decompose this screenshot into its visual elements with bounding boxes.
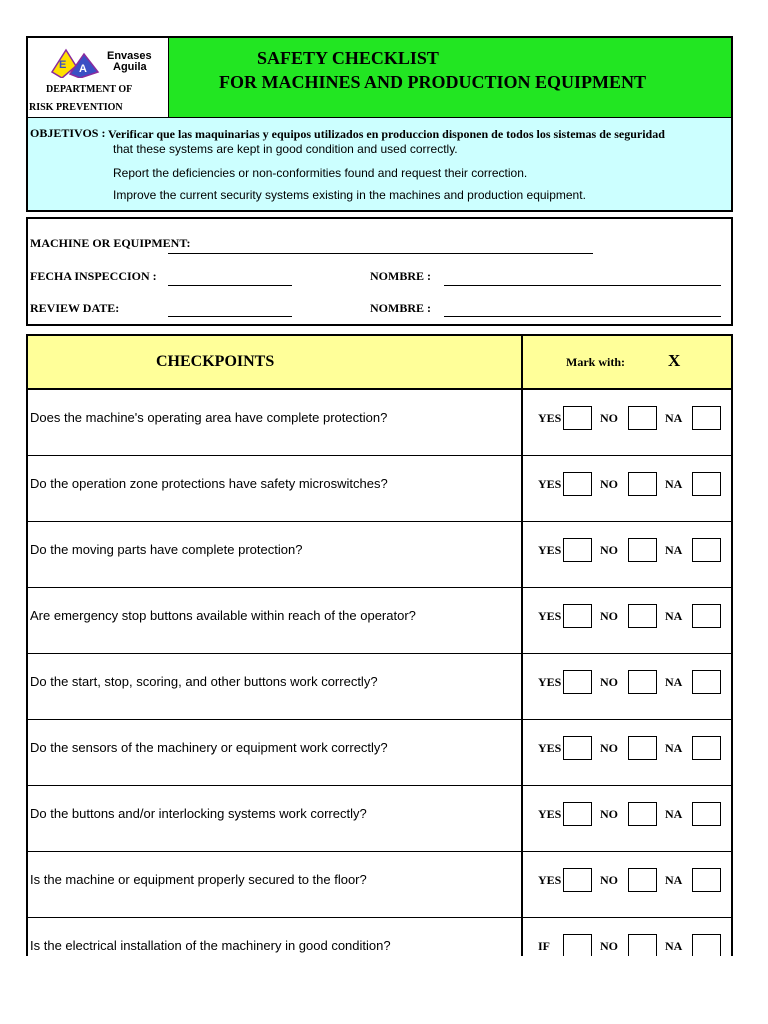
yes-checkbox[interactable] — [563, 670, 592, 694]
na-checkbox[interactable] — [692, 934, 721, 956]
yes-checkbox[interactable] — [563, 604, 592, 628]
no-label: NO — [600, 543, 618, 557]
table-header — [28, 336, 731, 390]
objectives-label: OBJETIVOS : — [30, 126, 106, 140]
yes-label: YES — [538, 411, 562, 425]
page-subtitle: FOR MACHINES AND PRODUCTION EQUIPMENT — [219, 72, 647, 92]
checkpoint-question: Are emergency stop buttons available within reach of the operator? — [30, 608, 416, 623]
no-label: NO — [600, 675, 618, 689]
no-label: NO — [600, 873, 618, 887]
yes-label: YES — [538, 873, 562, 887]
yes-label: YES — [538, 477, 562, 491]
review-date-label: REVIEW DATE: — [30, 301, 120, 315]
na-label: NA — [665, 873, 683, 887]
na-checkbox[interactable] — [692, 736, 721, 760]
yes-label: YES — [538, 807, 562, 821]
na-checkbox[interactable] — [692, 670, 721, 694]
no-label: NO — [600, 477, 618, 491]
inspector-name-field[interactable] — [444, 285, 721, 286]
checkpoint-question: Is the electrical installation of the machinery in good condition? — [30, 938, 391, 953]
form-header — [26, 36, 733, 212]
yes-checkbox[interactable] — [563, 538, 592, 562]
checkpoint-question: Do the buttons and/or interlocking systems work correctly? — [30, 806, 367, 821]
table-row — [28, 522, 731, 588]
inspection-date-field[interactable] — [168, 285, 292, 286]
no-checkbox[interactable] — [628, 604, 657, 628]
table-row — [28, 852, 731, 918]
mark-with-label: Mark with: — [566, 355, 625, 369]
column-divider — [521, 336, 523, 956]
logo-name-line2: Aguila — [113, 61, 147, 73]
objective-line-4: Improve the current security systems existing in the machines and production equipment. — [113, 188, 586, 202]
na-label: NA — [665, 741, 683, 755]
na-label: NA — [665, 477, 683, 491]
no-label: NO — [600, 741, 618, 755]
no-checkbox[interactable] — [628, 538, 657, 562]
na-label: NA — [665, 411, 683, 425]
logo-area — [28, 38, 169, 118]
checkpoint-question: Do the operation zone protections have safety microswitches? — [30, 476, 388, 491]
table-row — [28, 654, 731, 720]
reviewer-name-label: NOMBRE : — [370, 301, 431, 315]
na-checkbox[interactable] — [692, 538, 721, 562]
company-logo-icon — [50, 48, 100, 78]
objectives-section — [28, 118, 731, 210]
objective-line-2: that these systems are kept in good condition and used correctly. — [113, 142, 458, 156]
yes-checkbox[interactable] — [563, 934, 592, 956]
logo-letter-e: E — [59, 59, 67, 71]
no-label: NO — [600, 411, 618, 425]
no-label: NO — [600, 807, 618, 821]
yes-label: YES — [538, 543, 562, 557]
na-label: NA — [665, 939, 683, 953]
no-checkbox[interactable] — [628, 934, 657, 956]
logo-letter-a: A — [79, 63, 87, 75]
na-label: NA — [665, 543, 683, 557]
na-checkbox[interactable] — [692, 406, 721, 430]
inspection-date-label: FECHA INSPECCION : — [30, 269, 157, 283]
yes-label: YES — [538, 609, 562, 623]
checkpoint-question: Does the machine's operating area have complete protection? — [30, 410, 388, 425]
yes-checkbox[interactable] — [563, 406, 592, 430]
table-row — [28, 588, 731, 654]
machine-field[interactable] — [168, 253, 593, 254]
mark-symbol: X — [668, 351, 681, 370]
na-label: NA — [665, 609, 683, 623]
logo-name-line1: Envases — [107, 50, 152, 62]
objective-line-3: Report the deficiencies or non-conformities found and request their correction. — [113, 166, 528, 180]
yes-checkbox[interactable] — [563, 736, 592, 760]
checkpoints-header: CHECKPOINTS — [156, 353, 275, 370]
yes-label: YES — [538, 741, 562, 755]
inspection-info — [26, 217, 733, 326]
machine-label: MACHINE OR EQUIPMENT: — [30, 236, 191, 250]
inspector-name-label: NOMBRE : — [370, 269, 431, 283]
review-date-field[interactable] — [168, 316, 292, 317]
no-checkbox[interactable] — [628, 406, 657, 430]
no-checkbox[interactable] — [628, 736, 657, 760]
department-line2: RISK PREVENTION — [29, 102, 123, 113]
na-checkbox[interactable] — [692, 604, 721, 628]
table-row — [28, 720, 731, 786]
no-checkbox[interactable] — [628, 472, 657, 496]
no-label: NO — [600, 609, 618, 623]
no-checkbox[interactable] — [628, 670, 657, 694]
na-label: NA — [665, 675, 683, 689]
table-row — [28, 456, 731, 522]
checkpoint-question: Do the sensors of the machinery or equipment work correctly? — [30, 740, 388, 755]
reviewer-name-field[interactable] — [444, 316, 721, 317]
na-checkbox[interactable] — [692, 868, 721, 892]
na-label: NA — [665, 807, 683, 821]
yes-checkbox[interactable] — [563, 868, 592, 892]
no-checkbox[interactable] — [628, 868, 657, 892]
title-area — [169, 38, 731, 118]
yes-label: YES — [538, 675, 562, 689]
na-checkbox[interactable] — [692, 472, 721, 496]
yes-checkbox[interactable] — [563, 802, 592, 826]
na-checkbox[interactable] — [692, 802, 721, 826]
yes-label: IF — [538, 939, 550, 953]
checkpoint-question: Is the machine or equipment properly secured to the floor? — [30, 872, 367, 887]
no-label: NO — [600, 939, 618, 953]
table-row — [28, 390, 731, 456]
checkpoint-question: Do the moving parts have complete protection? — [30, 542, 303, 557]
no-checkbox[interactable] — [628, 802, 657, 826]
checkpoint-question: Do the start, stop, scoring, and other buttons work correctly? — [30, 674, 378, 689]
department-line1: DEPARTMENT OF — [46, 84, 133, 95]
table-row — [28, 918, 731, 956]
objective-line-1: Verificar que las maquinarias y equipos utilizados en produccion disponen de todos los sistemas de seguridad — [108, 127, 665, 141]
page-title: SAFETY CHECKLIST — [257, 48, 439, 68]
yes-checkbox[interactable] — [563, 472, 592, 496]
table-row — [28, 786, 731, 852]
checklist-table — [26, 334, 733, 956]
